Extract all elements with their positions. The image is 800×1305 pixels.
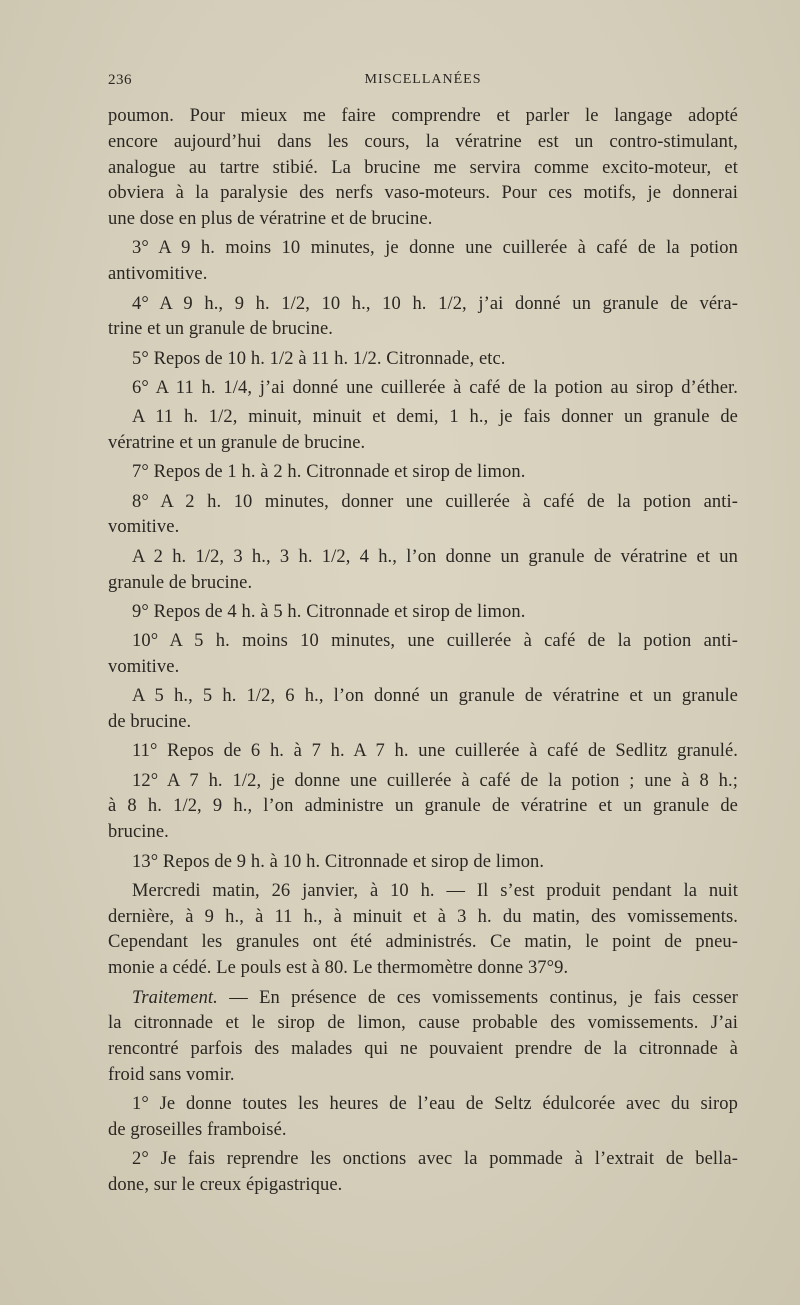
text-line: 10° A 5 h. moins 10 minutes, une cuillerée à café de la potion anti-	[132, 631, 738, 652]
text-line: vomitive.	[108, 517, 180, 538]
text-line: 1° Je donne toutes les heures de l’eau de Seltz édulcorée avec du sirop	[132, 1094, 738, 1115]
text-line: une dose en plus de vératrine et de brucine.	[108, 209, 433, 230]
paragraph	[108, 769, 738, 846]
text-line: 5° Repos de 10 h. 1/2 à 11 h. 1/2. Citronnade, etc.	[132, 348, 506, 369]
text-line: 11° Repos de 6 h. à 7 h. A 7 h. une cuillerée à café de Sedlitz granulé.	[132, 741, 738, 762]
text-line: 9° Repos de 4 h. à 5 h. Citronnade et sirop de limon.	[132, 601, 526, 622]
paragraph	[108, 986, 738, 1089]
text-line: à 8 h. 1/2, 9 h., l’on administre un granule de vératrine et un granule de	[108, 796, 738, 817]
paragraph	[108, 490, 738, 542]
text-line: 4° A 9 h., 9 h. 1/2, 10 h., 10 h. 1/2, j’ai donné un granule de véra-	[132, 293, 738, 314]
text-line	[108, 986, 738, 1012]
paragraph	[108, 405, 738, 457]
paragraph	[108, 739, 738, 765]
text-line: Mercredi matin, 26 janvier, à 10 h. — Il s’est produit pendant la nuit	[132, 880, 738, 901]
text-line: A 2 h. 1/2, 3 h., 3 h. 1/2, 4 h., l’on donne un granule de vératrine et un	[132, 546, 738, 567]
text-line: la citronnade et le sirop de limon, cause probable des vomissements. J’ai	[108, 1013, 738, 1034]
paragraph	[108, 236, 738, 288]
paragraph	[108, 629, 738, 681]
text-line: antivomitive.	[108, 264, 208, 285]
text-line: vomitive.	[108, 656, 180, 677]
paragraph	[108, 292, 738, 344]
paragraph	[108, 376, 738, 402]
text-line: poumon. Pour mieux me faire comprendre et parler le langage adopté	[108, 106, 738, 126]
text-span: — En présence de ces vomissements continus, je fais cesser	[217, 987, 738, 1008]
text-line: done, sur le creux épigastrique.	[108, 1175, 343, 1196]
text-line: de groseilles framboisé.	[108, 1119, 287, 1140]
text-line: 8° A 2 h. 10 minutes, donner une cuillerée à café de la potion anti-	[132, 491, 738, 512]
text-line: granule de brucine.	[108, 572, 253, 593]
text-line: 3° A 9 h. moins 10 minutes, je donne une cuillerée à café de la potion	[132, 238, 738, 259]
text-line: monie a cédé. Le pouls est à 80. Le thermomètre donne 37°9.	[108, 958, 569, 979]
text-line: encore aujourd’hui dans les cours, la vératrine est un contro-stimulant,	[108, 131, 738, 152]
page-number: 236	[108, 72, 132, 88]
text-line: brucine.	[108, 822, 169, 843]
text-line: vératrine et un granule de brucine.	[108, 433, 366, 454]
paragraph	[108, 879, 738, 982]
text-line: froid sans vomir.	[108, 1064, 235, 1085]
text-line: 6° A 11 h. 1/4, j’ai donné une cuillerée à café de la potion au sirop d’éther.	[132, 377, 738, 398]
paragraph	[108, 104, 738, 233]
paragraph	[108, 460, 738, 486]
paragraph	[108, 1147, 738, 1199]
text-line: rencontré parfois des malades qui ne pouvaient prendre de la citronnade à	[108, 1039, 738, 1060]
paragraph	[108, 545, 738, 597]
paragraph	[108, 347, 738, 373]
text-line: A 5 h., 5 h. 1/2, 6 h., l’on donné un granule de vératrine et un granule	[132, 686, 738, 707]
text-line: Cependant les granules ont été administrés. Ce matin, le point de pneu-	[108, 932, 738, 953]
body-text	[108, 104, 738, 1199]
paragraph	[108, 850, 738, 876]
page-header	[108, 72, 738, 96]
paragraph	[108, 1092, 738, 1144]
text-line: trine et un granule de brucine.	[108, 319, 334, 340]
text-line: dernière, à 9 h., à 11 h., à minuit et à 3 h. du matin, des vomissements.	[108, 906, 738, 927]
running-title: MISCELLANÉES	[364, 72, 482, 87]
text-line: analogue au tartre stibié. La brucine me servira comme excito-moteur, et	[108, 157, 738, 178]
text-line: de brucine.	[108, 712, 192, 733]
paragraph	[108, 684, 738, 736]
text-line: A 11 h. 1/2, minuit, minuit et demi, 1 h., je fais donner un granule de	[132, 407, 738, 428]
paragraph	[108, 600, 738, 626]
text-line: 7° Repos de 1 h. à 2 h. Citronnade et sirop de limon.	[132, 462, 526, 483]
section-label: Traitement.	[132, 987, 218, 1008]
text-line: 13° Repos de 9 h. à 10 h. Citronnade et sirop de limon.	[132, 851, 545, 872]
text-line: 2° Je fais reprendre les onctions avec la pommade à l’extrait de bella-	[132, 1149, 738, 1170]
text-line: obviera à la paralysie des nerfs vaso-moteurs. Pour ces motifs, je donnerai	[108, 183, 738, 204]
text-line: 12° A 7 h. 1/2, je donne une cuillerée à café de la potion ; une à 8 h.;	[132, 770, 738, 791]
